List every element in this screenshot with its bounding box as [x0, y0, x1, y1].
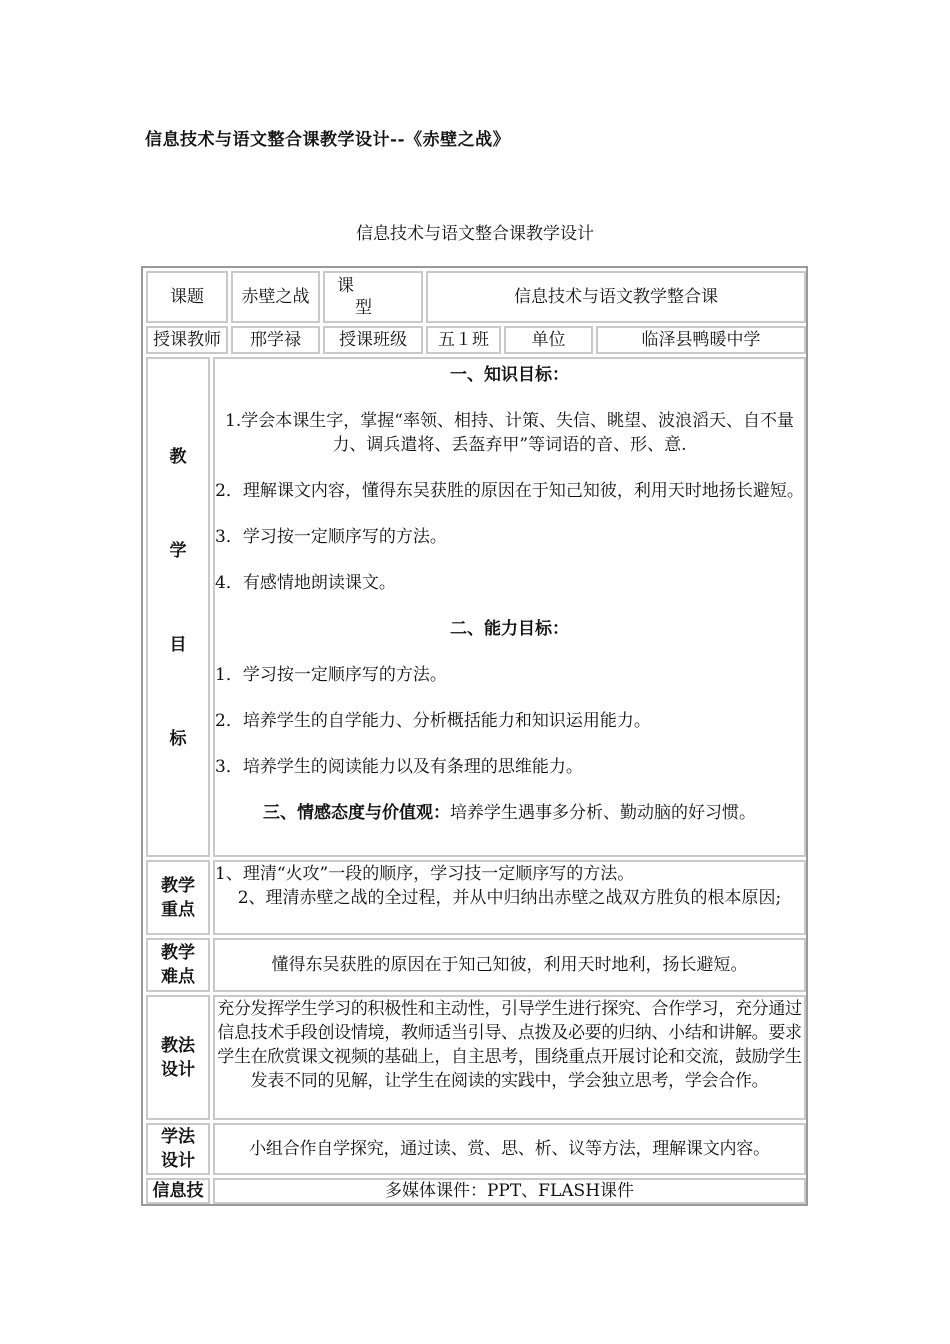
teaching-method-content: 充分发挥学生学习的积极性和主动性，引导学生进行探究、合作学习，充分通过信息技术手段创设情境，教师适当引导、点拨及必要的归纳、小结和讲解。要求学生在欣赏课文视频的基础上，自主思考，围绕重点开展讨论和交流，鼓励学生发表不同的见解，让学生在阅读的实践中，学会独立思考，学会合作。 [213, 995, 806, 1120]
unit-label: 单位 [504, 326, 593, 354]
teaching-goals-content [213, 357, 806, 857]
difficulty-label-line-2: 难点 [161, 967, 195, 987]
goals-label-char: 标 [169, 729, 187, 749]
goals-label-char: 学 [169, 541, 187, 561]
type-label [323, 271, 423, 323]
difficulty-label-line-1: 教学 [161, 943, 195, 963]
type-label-line-1: 课 [337, 276, 354, 296]
teacher-value: 邢学禄 [231, 326, 320, 354]
goals-label-char: 教 [169, 447, 187, 467]
class-value: 五１班 [426, 326, 501, 354]
key-point-item: 2、理清赤壁之战的全过程，并从中归纳出赤壁之战双方胜负的根本原因; [237, 888, 782, 908]
document-title: 信息技术与语文整合课教学设计--《赤壁之战》 [145, 130, 511, 150]
ability-goal-item: 3．培养学生的阅读能力以及有条理的思维能力。 [215, 757, 583, 777]
class-label: 授课班级 [323, 326, 423, 354]
learning-method-label-line-2: 设计 [161, 1151, 195, 1171]
key-points-label-line-1: 教学 [161, 875, 195, 896]
lesson-plan-table [141, 266, 808, 1206]
unit-value: 临泽县鸭暖中学 [596, 326, 806, 354]
key-points-content [213, 860, 806, 935]
ability-goal-item: 2．培养学生的自学能力、分析概括能力和知识运用能力。 [215, 711, 651, 731]
difficulty-label [146, 938, 210, 992]
emotion-goals-heading: 三、情感态度与价值观： [263, 803, 450, 823]
key-points-label-line-2: 重点 [161, 899, 195, 920]
goals-label-char: 目 [169, 635, 187, 655]
knowledge-goal-item: 3．学习按一定顺序写的方法。 [215, 527, 447, 547]
topic-value: 赤壁之战 [231, 271, 320, 323]
difficulty-content: 懂得东吴获胜的原因在于知己知彼，利用天时地利，扬长避短。 [213, 938, 806, 992]
teaching-goals-label [146, 357, 210, 857]
emotion-goals-text: 培养学生遇事多分析、勤动脑的好习惯。 [450, 803, 756, 823]
teaching-method-label-line-2: 设计 [161, 1059, 195, 1080]
ability-goal-item: 1．学习按一定顺序写的方法。 [215, 665, 447, 685]
info-tech-content: 多媒体课件：PPT、FLASH课件 [213, 1178, 806, 1204]
learning-method-content: 小组合作自学探究，通过读、赏、思、析、议等方法，理解课文内容。 [213, 1123, 806, 1175]
knowledge-goal-item: 1.学会本课生字，掌握“率领、相持、计策、失信、眺望、波浪滔天、自不量力、调兵遣将、丢盔弃甲”等词语的音、形、意. [225, 411, 794, 455]
emotion-goals [215, 801, 804, 825]
teaching-method-label-line-1: 教法 [161, 1035, 195, 1056]
topic-label: 课题 [146, 271, 228, 323]
knowledge-goal-item: 4．有感情地朗读课文。 [215, 573, 396, 593]
type-value: 信息技术与语文教学整合课 [426, 271, 806, 323]
key-points-label [146, 860, 210, 935]
type-label-line-2: 型 [355, 298, 372, 318]
knowledge-goal-item: 2．理解课文内容，懂得东吴获胜的原因在于知己知彼，利用天时地扬长避短。 [215, 481, 804, 501]
teaching-method-label [146, 995, 210, 1120]
info-tech-label: 信息技 [146, 1178, 210, 1204]
learning-method-label-line-1: 学法 [161, 1127, 195, 1147]
learning-method-label [146, 1123, 210, 1175]
ability-goals-heading: 二、能力目标： [450, 619, 569, 639]
teacher-label: 授课教师 [146, 326, 228, 354]
key-point-item: 1、理清“火攻”一段的顺序，学习技一定顺序写的方法。 [215, 864, 635, 884]
table-title: 信息技术与语文整合课教学设计 [356, 224, 594, 244]
knowledge-goals-heading: 一、知识目标： [450, 365, 569, 385]
